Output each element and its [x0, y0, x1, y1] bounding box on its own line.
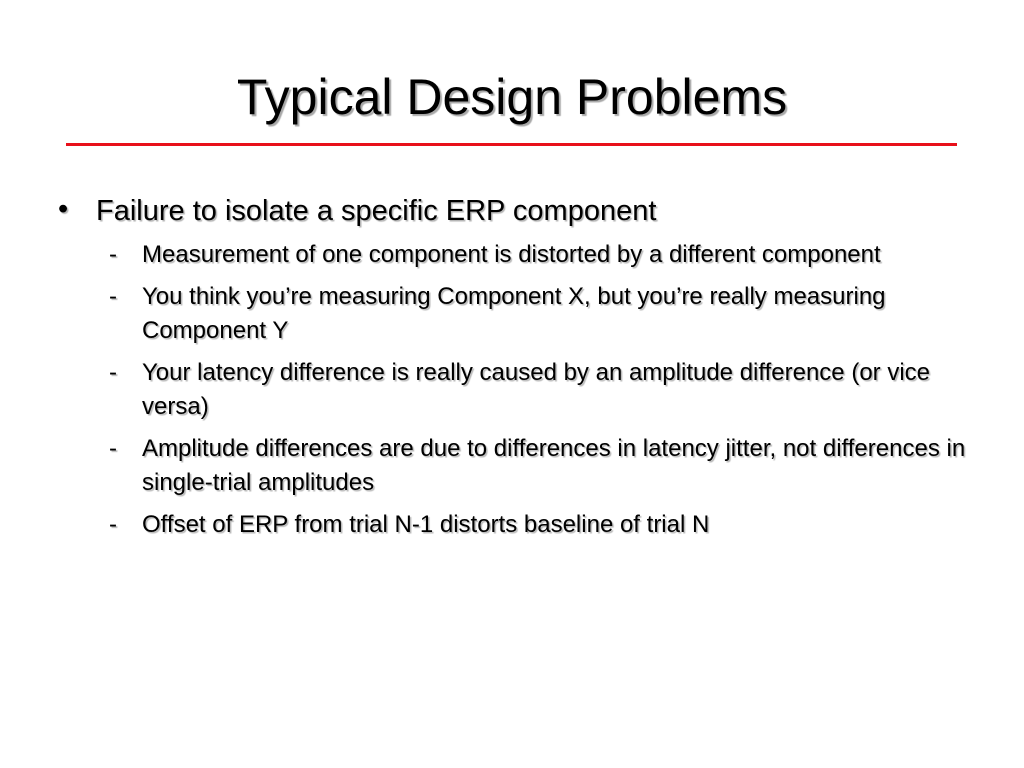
dash-icon: - — [109, 435, 117, 462]
sub-bullet-text: You think you’re measuring Component X, but you’re really measuring Component Y — [142, 283, 886, 344]
sub-bullet-item — [109, 508, 1002, 542]
sub-bullet-text: Offset of ERP from trial N-1 distorts baseline of trial N — [142, 511, 710, 538]
bullet-item: Failure to isolate a specific ERP component — [96, 195, 657, 227]
title-divider — [66, 143, 957, 146]
dash-icon: - — [109, 511, 117, 538]
sub-bullet-text: Measurement of one component is distorted by a different component — [142, 241, 881, 268]
dash-icon: - — [109, 359, 117, 386]
sub-bullet-item — [109, 280, 1002, 348]
sub-bullet-text: Your latency difference is really caused by an amplitude difference (or vice versa) — [142, 359, 931, 420]
sub-bullet-text: Amplitude differences are due to differences in latency jitter, not differences in single-trial amplitudes — [142, 435, 966, 496]
dash-icon: - — [109, 241, 117, 268]
sub-bullet-item — [109, 432, 1002, 500]
sub-bullet-list — [0, 238, 1024, 550]
sub-bullet-item — [109, 356, 1002, 424]
dash-icon: - — [109, 283, 117, 310]
bullet-icon: • — [58, 193, 69, 225]
sub-bullet-item — [109, 238, 1002, 272]
slide-title: Typical Design Problems — [236, 69, 788, 125]
